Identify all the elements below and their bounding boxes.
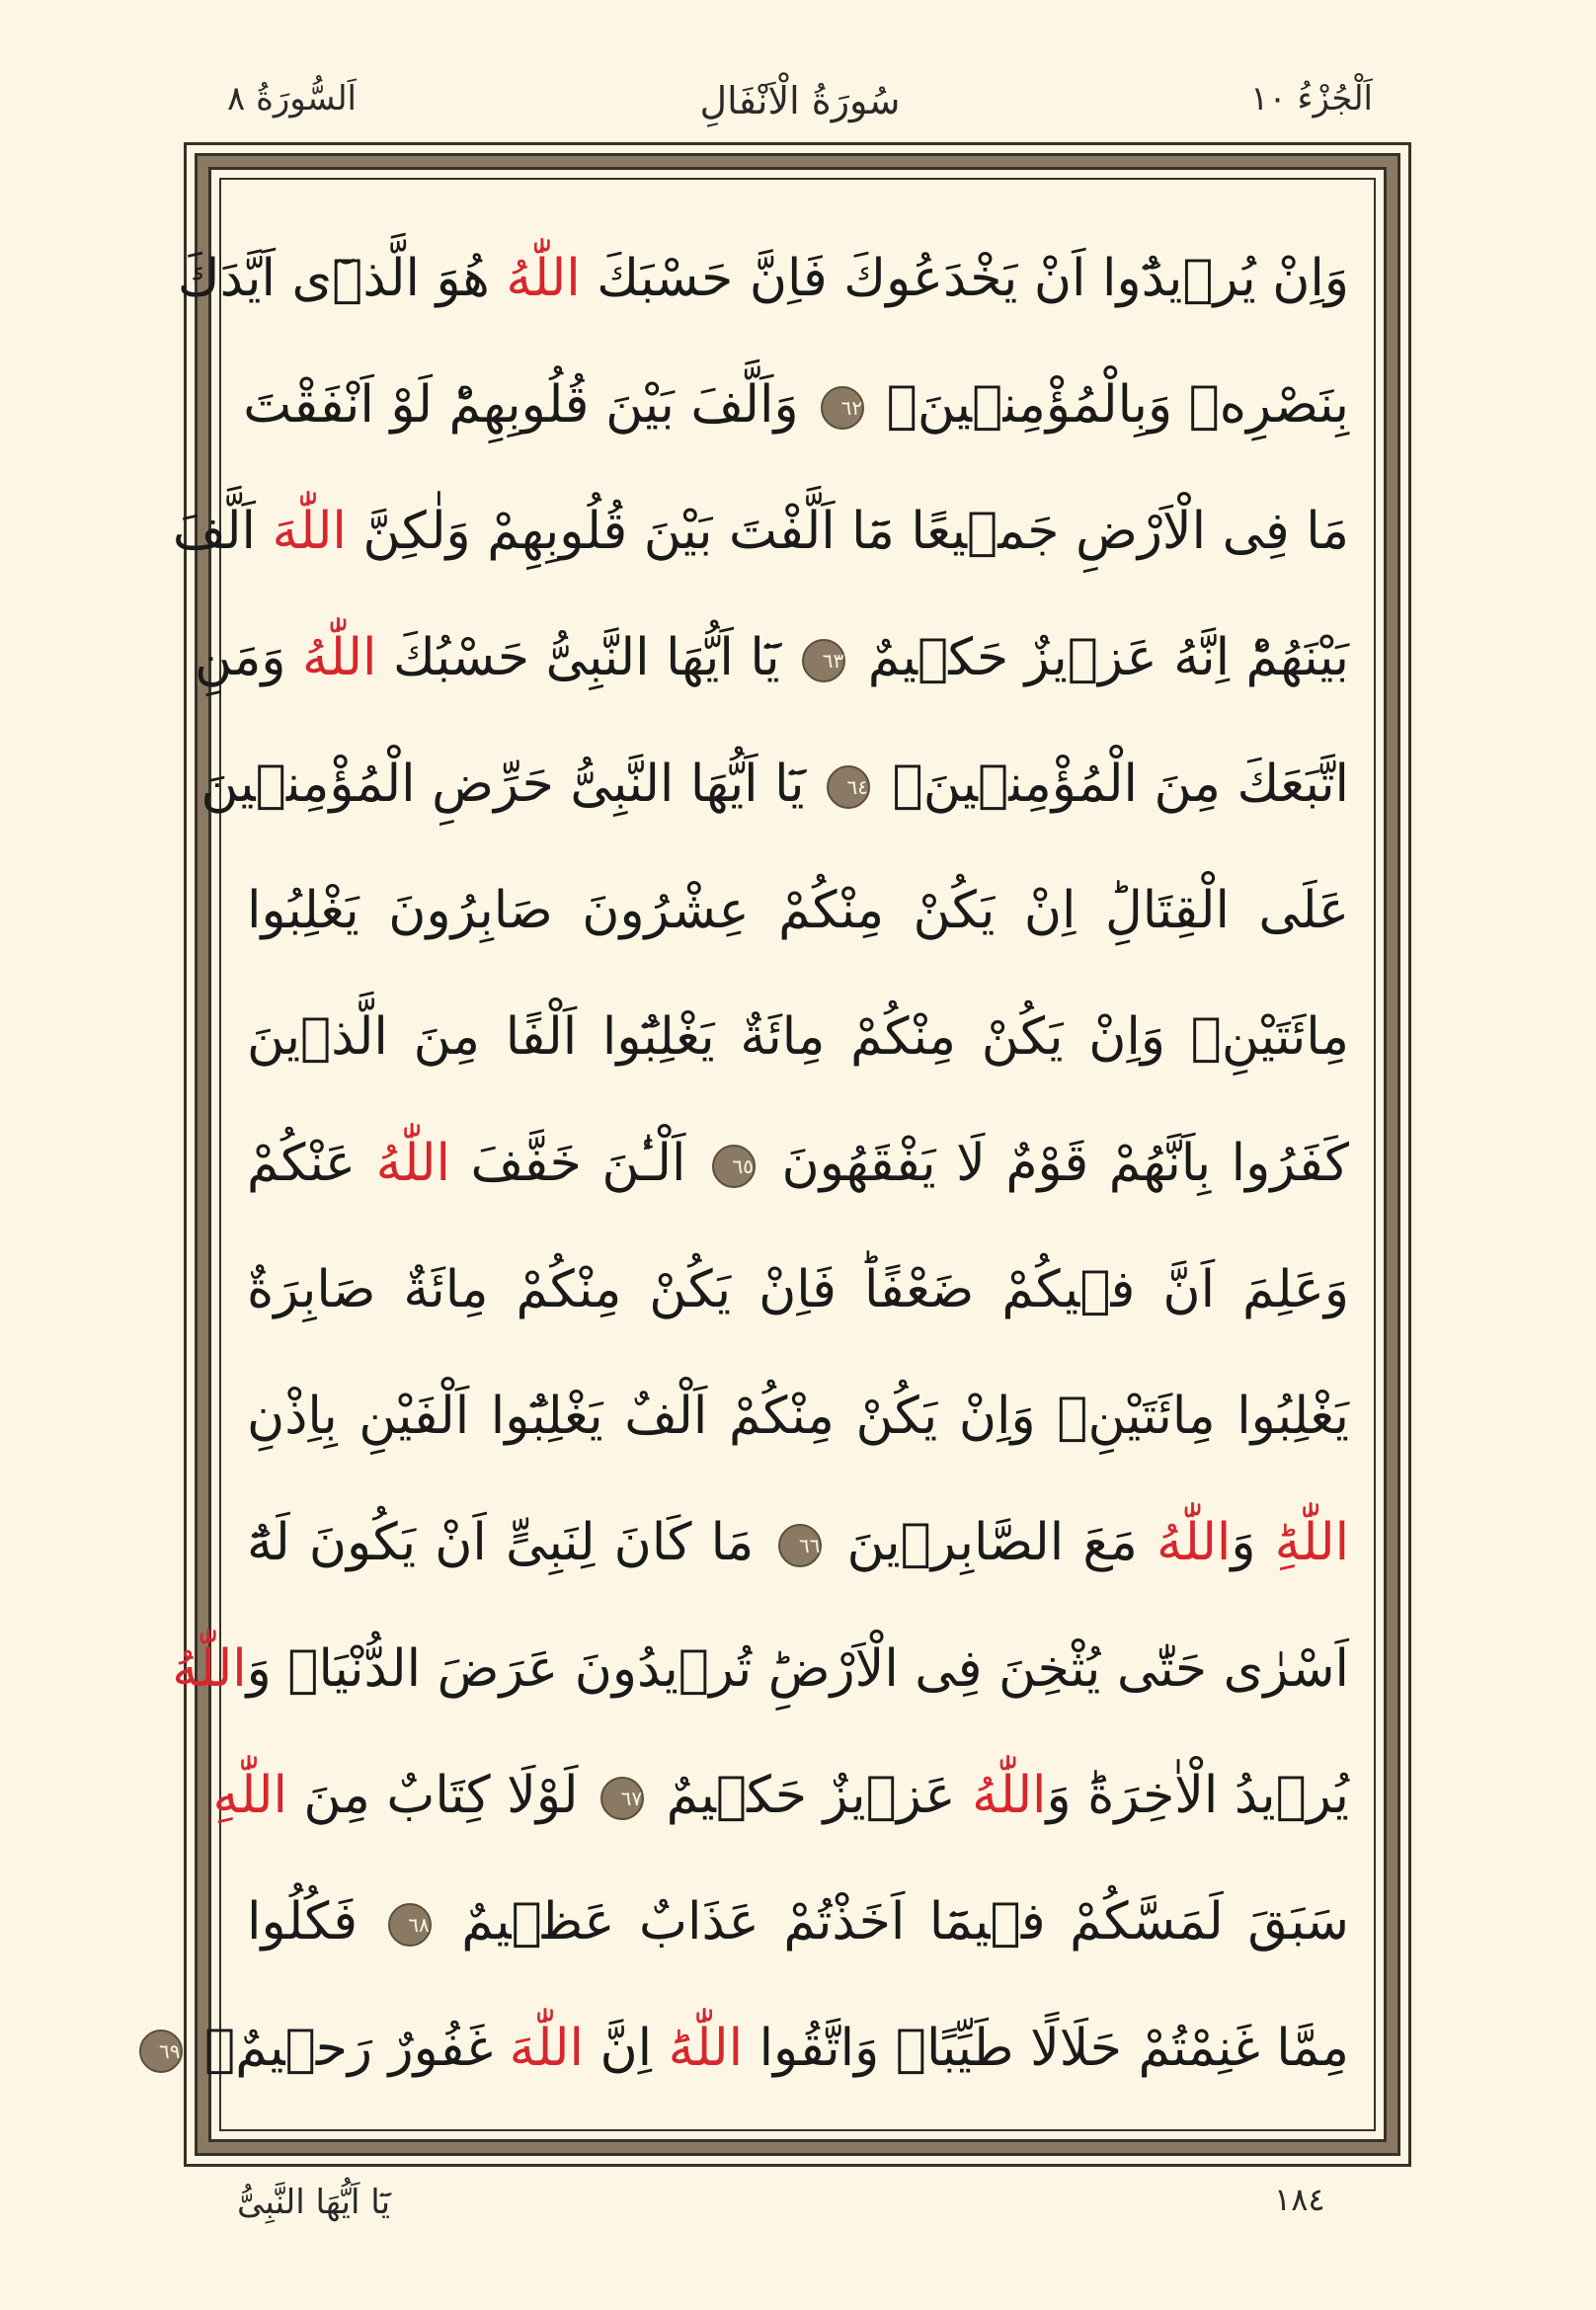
verse-text: وَ <box>1231 1513 1275 1572</box>
divine-name-text: اللّٰهُ <box>375 1134 450 1193</box>
text-line <box>247 1863 1349 1981</box>
surah-number-label: اَلسُّورَةُ ٨ <box>227 79 358 119</box>
ayah-number-marker: ٦٣ <box>802 639 845 682</box>
verse-text: مِائَتَيْنِۚ وَاِنْ يَكُنْ مِنْكُمْ مِائَةٌ يَغْلِبُٓوا اَلْفًا مِنَ الَّذٖينَ <box>247 1007 1349 1067</box>
verse-text: هُوَ الَّذٖٓى اَيَّدَكَ <box>177 249 507 308</box>
ayah-number-marker: ٦٥ <box>712 1145 756 1188</box>
verse-text: مَعَ الصَّابِرٖينَ <box>828 1513 1157 1572</box>
text-line <box>177 219 1349 338</box>
divine-name-text: اللّٰهُ <box>506 249 581 308</box>
divine-name-text: اللّٰهُ <box>972 1766 1047 1825</box>
divine-name-text: اللّٰهُ <box>1156 1513 1232 1572</box>
divine-name-text: اللّٰهَؕ <box>668 2019 744 2078</box>
verse-text: سَبَقَ لَمَسَّكُمْ فٖيمَٓا اَخَذْتُمْ عَذَابٌ عَظٖيمٌ <box>437 1892 1349 1952</box>
verse-text: عَزٖيزٌ حَكٖيمٌ <box>650 1766 973 1825</box>
verse-text: غَفُورٌ رَحٖيمٌ۟ <box>188 2019 510 2078</box>
ayah-number-marker: ٦٦ <box>778 1524 822 1567</box>
surah-name: سُورَةُ الْاَنْفَالِ <box>699 79 901 122</box>
verse-text: يَٓا اَيُّهَا النَّبِىُّ حَسْبُكَ <box>376 628 797 687</box>
verse-text: يَغْلِبُوا مِائَتَيْنِۚ وَاِنْ يَكُنْ مِنْكُمْ اَلْفٌ يَغْلِبُٓوا اَلْفَيْنِ بِاِذْنِ <box>247 1387 1349 1446</box>
verse-text: اتَّبَعَكَ مِنَ الْمُؤْمِنٖينَ۟ <box>876 755 1349 814</box>
verse-text: عَلَى الْقِتَالِؕ اِنْ يَكُنْ مِنْكُمْ عِشْرُونَ صَابِرُونَ يَغْلِبُوا <box>247 881 1349 940</box>
text-line <box>243 346 1349 464</box>
text-line <box>172 1610 1349 1728</box>
divine-name-text: اللّٰهَ <box>509 2019 584 2078</box>
text-line <box>212 1736 1349 1855</box>
verse-text: مَا كَانَ لِنَبِىٍّ اَنْ يَكُونَ لَهُٓ <box>247 1513 773 1572</box>
text-line <box>159 1989 1349 2108</box>
verse-text: بِنَصْرِهٖ وَبِالْمُؤْمِنٖينَۙ <box>870 375 1349 435</box>
verse-text: اَسْرٰى حَتّٰى يُثْخِنَ فِى الْاَرْضِؕ تُرٖيدُونَ عَرَضَ الدُّنْيَاۗ وَ <box>246 1639 1349 1699</box>
verse-text: وَاَلَّفَ بَيْنَ قُلُوبِهِمْؕ لَوْ اَنْفَقْتَ <box>243 375 816 435</box>
divine-name-text: اللّٰهِ <box>212 1766 287 1825</box>
text-line <box>194 598 1349 717</box>
verse-text: اِنَّ <box>583 2019 669 2078</box>
text-line <box>200 725 1349 843</box>
verse-text: مِمَّا غَنِمْتُمْ حَلَالًا طَيِّبًاۘ وَاتَّقُوا <box>743 2019 1349 2078</box>
text-line <box>247 851 1349 970</box>
ayah-number-marker: ٦٧ <box>600 1777 644 1820</box>
text-line <box>247 978 1349 1096</box>
verse-text: كَفَرُوا بِاَنَّهُمْ قَوْمٌ لَا يَفْقَهُونَ <box>760 1134 1349 1193</box>
text-line <box>247 1231 1349 1349</box>
ayah-number-marker: ٦٩ <box>139 2030 183 2073</box>
verse-text: فَكُلُوا <box>247 1892 382 1952</box>
verse-text: يَٓا اَيُّهَا النَّبِىُّ حَرِّضِ الْمُؤْمِنٖينَ <box>200 755 821 814</box>
verse-text: وَمَنِ <box>194 628 303 687</box>
quran-text-block <box>159 219 1350 2096</box>
ayah-number-marker: ٦٤ <box>827 765 870 809</box>
verse-text: يُرٖيدُ الْاٰخِرَةَؕ وَ <box>1046 1766 1349 1825</box>
text-line <box>247 1104 1349 1223</box>
text-line <box>247 1483 1349 1602</box>
divine-name-text: اللّٰهِؕ <box>1274 1513 1350 1572</box>
verse-text: مَا فِى الْاَرْضِ جَمٖيعًا مَٓا اَلَّفْتَ بَيْنَ قُلُوبِهِمْ وَلٰكِنَّ <box>346 502 1349 561</box>
verse-text: اَلْـٰٔنَ خَفَّفَ <box>449 1134 706 1193</box>
text-line <box>247 1357 1349 1475</box>
catchword: يَٓا اَيُّهَا النَّبِىُّ <box>237 2183 391 2222</box>
page-header <box>227 71 1373 140</box>
verse-text: وَاِنْ يُرٖيدُٓوا اَنْ يَخْدَعُوكَ فَاِنَّ حَسْبَكَ <box>580 249 1349 308</box>
verse-text: عَنْكُمْ <box>247 1134 376 1193</box>
verse-text: لَوْلَا كِتَابٌ مِنَ <box>286 1766 596 1825</box>
verse-text: بَيْنَهُمْؕ اِنَّهُ عَزٖيزٌ حَكٖيمٌ <box>851 628 1349 687</box>
divine-name-text: اللّٰهَ <box>272 502 347 561</box>
page-number: ١٨٤ <box>1274 2181 1325 2218</box>
juz-label: اَلْجُزْءُ ١٠ <box>1250 79 1373 119</box>
divine-name-text: اللّٰهُ <box>302 628 377 687</box>
verse-text: وَعَلِمَ اَنَّ فٖيكُمْ ضَعْفًاؕ فَاِنْ يَكُنْ مِنْكُمْ مِائَةٌ صَابِرَةٌ <box>247 1260 1349 1319</box>
divine-name-text: اللّٰهُ <box>172 1639 247 1699</box>
text-line <box>172 472 1349 591</box>
ayah-number-marker: ٦٨ <box>388 1903 432 1947</box>
ayah-number-marker: ٦٢ <box>821 386 864 430</box>
verse-text: اَلَّفَ <box>172 502 273 561</box>
